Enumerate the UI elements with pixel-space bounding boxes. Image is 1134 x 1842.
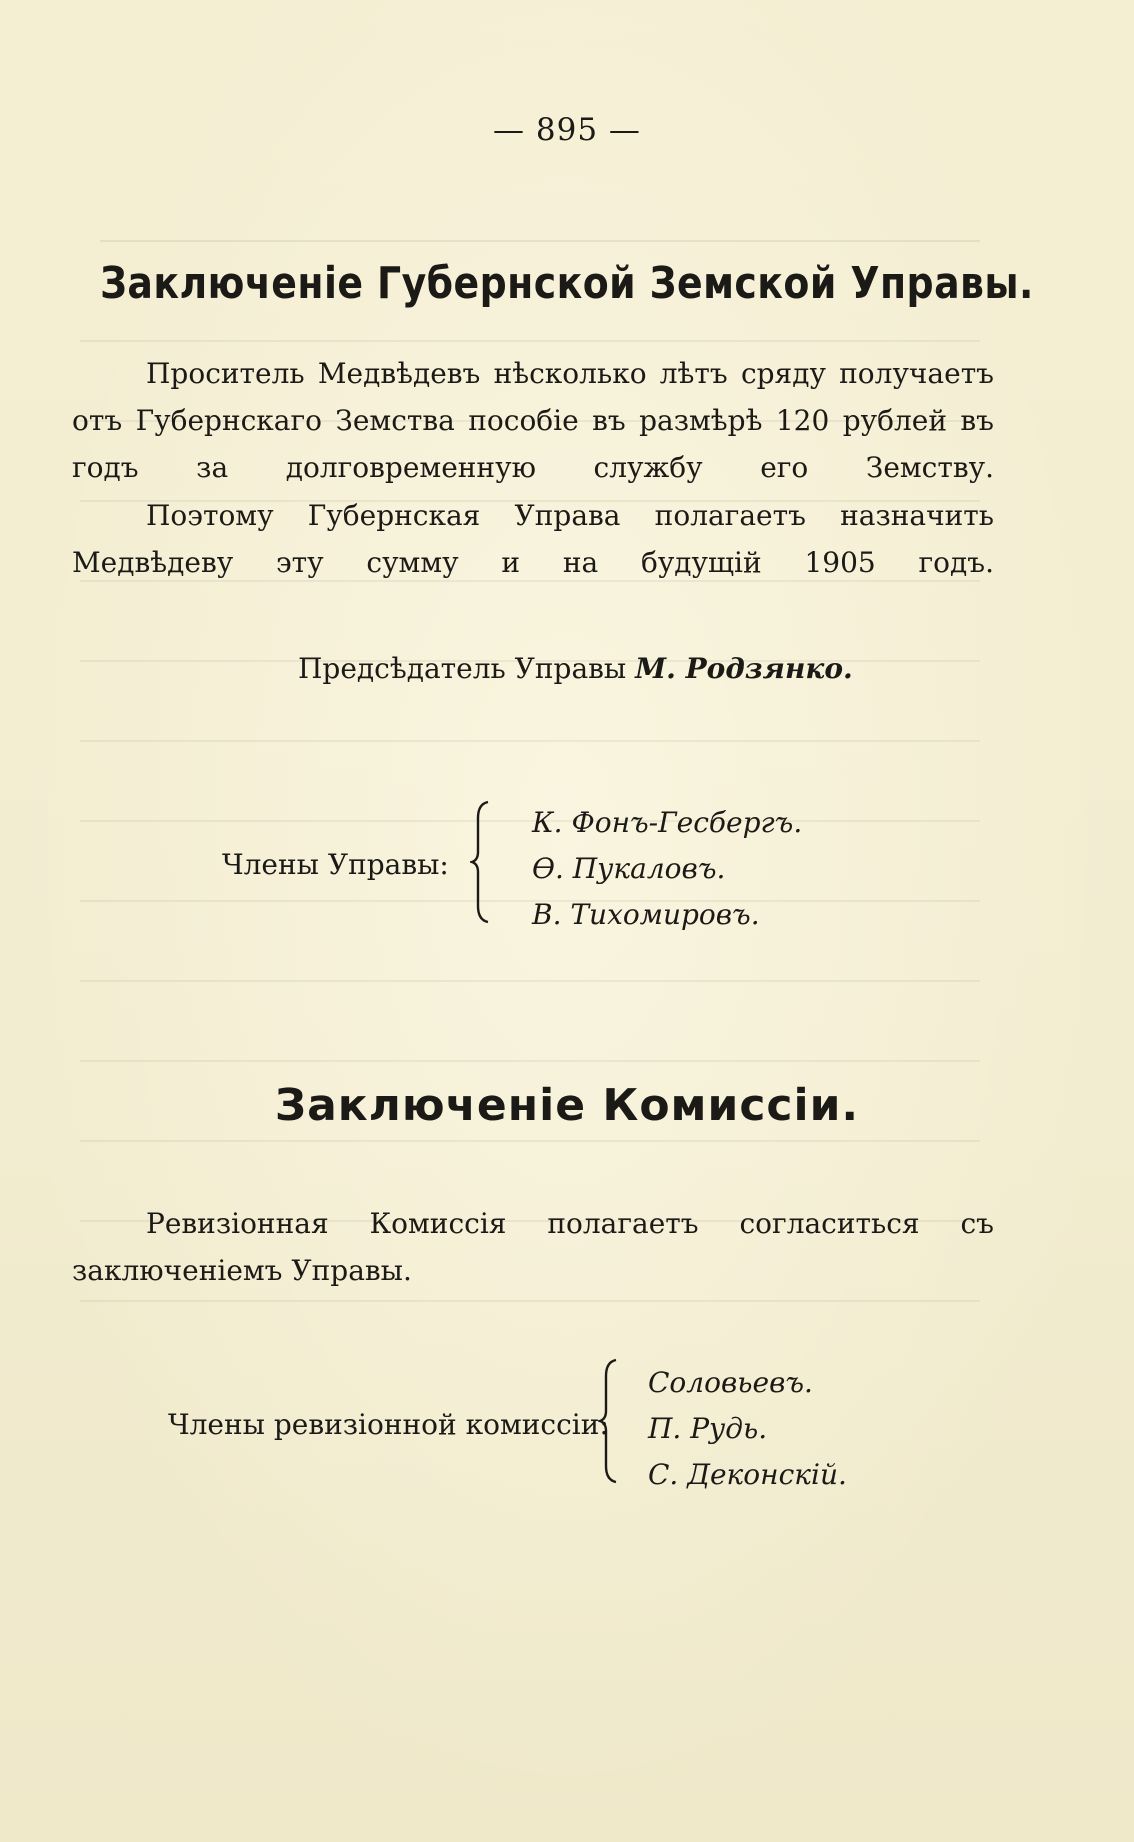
board-member-name: В. Тихомировъ. (532, 898, 760, 931)
page-number: — 895 — (493, 112, 641, 148)
paragraph-petitioner-text: Проситель Медвѣдевъ нѣсколько лѣтъ сряду получаетъ отъ Губернскаго Земства пособіе въ размѣрѣ 120 рублей въ годъ за долговременную службу его Земству. (72, 357, 994, 484)
paragraph-proposal (72, 492, 994, 586)
board-members-brace (470, 800, 492, 924)
board-members-label: Члены Управы: (222, 848, 449, 881)
paragraph-commission (72, 1200, 994, 1294)
commission-members-list (648, 1360, 847, 1498)
chairman-signature: М. Родзянко. (635, 652, 853, 685)
commission-members-label: Члены ревизіонной комиссіи: (168, 1408, 609, 1441)
commission-member-name: П. Рудь. (648, 1412, 768, 1445)
commission-member-name: С. Деконскій. (648, 1458, 847, 1491)
chairman-label: Предсѣдатель Управы (298, 652, 627, 685)
paragraph-proposal-text: Поэтому Губернская Управа полагаетъ назначить Медвѣдеву эту сумму и на будущій 1905 годъ. (72, 499, 994, 579)
board-members-list (532, 800, 802, 938)
commission-member-name: Соловьевъ. (648, 1366, 813, 1399)
section-title-commission: Заключеніе Комиссіи. (274, 1080, 860, 1131)
commission-members-brace (598, 1358, 620, 1484)
section-title-board: Заключеніе Губернской Земской Управы. (100, 258, 1034, 309)
board-member-name: К. Фонъ-Гесбергъ. (532, 806, 803, 839)
paragraph-petitioner (72, 350, 994, 491)
board-member-name: Ѳ. Пукаловъ. (532, 852, 726, 885)
chairman-line (298, 652, 853, 685)
paragraph-commission-text: Ревизіонная Комиссія полагаетъ согласиться съ заключеніемъ Управы. (72, 1207, 994, 1287)
